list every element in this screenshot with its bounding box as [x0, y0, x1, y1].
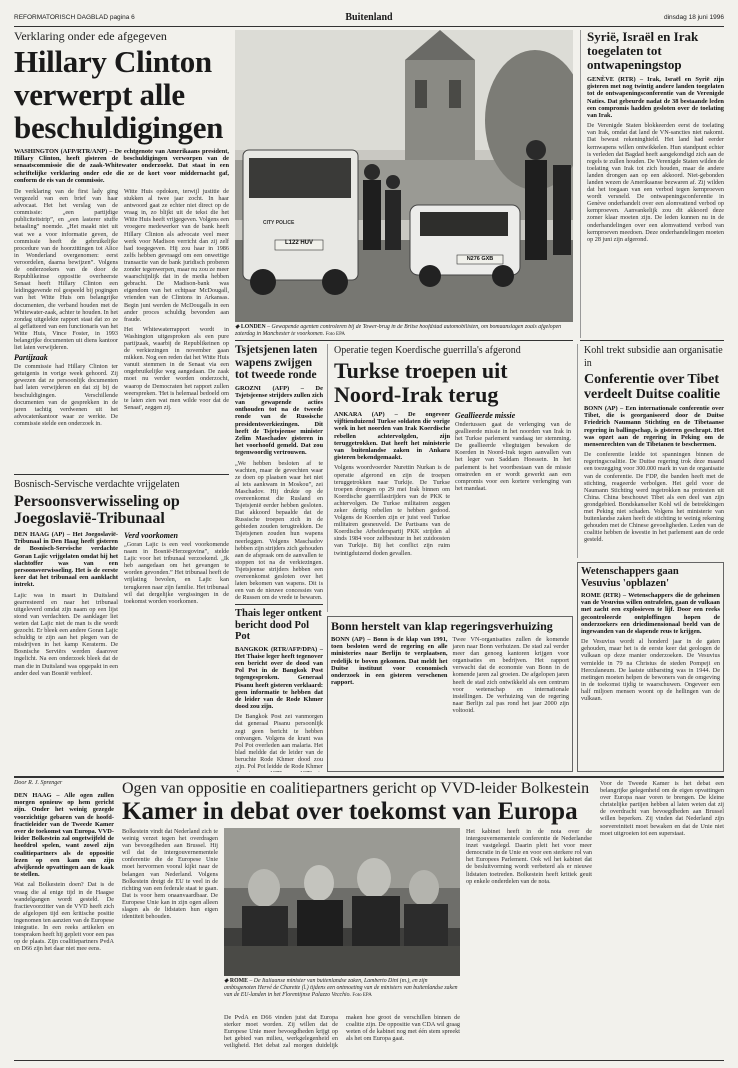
turkse-body2: Ondertussen gaat de verlenging van de geallieerde missie in het noorden van Irak in het Turkse parlement vandaag ter stemming. De geallieerde vliegtuigen bewaken de Koerden in Noord-Irak tegen aanvallen van het leger van Saddam Hoessein. In het parlement is het voortbestaan van de missie omstreden en er wordt gewerkt aan een compromis voor een kortere verlenging van het mandaat. [455, 421, 571, 492]
kamer-col3 [224, 1014, 460, 1058]
bosnie-body: Lajic was in maart in Duitsland gearresteerd en naar het tribunaal uitgeleverd omdat zijn naam op een lijst stond van verdachten. De aanklager liet weten dat Lajic niet de man is die wordt gezocht. Er bleek een andere Goran Lajic schuldig te zijn aan het plegen van de misdrijven in het kamp Keraterm. De Bosnische Serviërs werden daarover ingelicht. Na een onderzoek bleek dat de man die in Duitsland was opgepakt in een ander deel van Bosnië verbleef. [14, 591, 118, 677]
bosnie-kicker: Bosnisch-Servische verdachte vrijgelaten [14, 479, 180, 490]
kamer-headline: Kamer in debat over toekomst van Europa [122, 798, 578, 825]
eu-ministers-image [224, 828, 460, 976]
bridge-caption: ◆ LONDEN – Gewapende agenten controleren bij de Tower-brug in de Britse hoofdstad automobilisten, om bomaanslagen zoals afgelopen zaterdag in Manchester te voorkomen. Foto EPA [235, 324, 562, 337]
thais-headline: Thais leger ontkent bericht dood Pol Pot [235, 608, 322, 642]
page-bottom-rule [14, 1060, 724, 1061]
turkse-lead: ANKARA (AP) – De ongeveer vijftienduizend Turkse soldaten die vorige week in het noorden van Irak Koerdische rebellen achtervolgden, zijn teruggetrokken. Dat heeft het ministerie van buitenlandse zaken in Ankara gisteren bekendgemaakt. [334, 411, 450, 462]
kamer-byline: Door R. J. Sprenger [14, 780, 63, 786]
plate-1: L122 HUV [284, 240, 313, 246]
kamer-body2: Bolkestein vindt dat Nederland zich te weinig verzet tegen het overdragen van bevoegdheden aan Brussel. Hij wil dat de intergouvernementele conferentie die de Europese Unie moet hervormen vooral kijkt naar de belangen van Nederland. Volgens Bolkestein dreigt de EU te veel in de richting van een federale staat te gaan. Dat is voor hem onaanvaardbaar. De Europese Unie kan in zijn ogen alleen slagen als de lidstaten hun eigen identiteit behouden. [122, 828, 218, 921]
kamer-kicker: Ogen van oppositie en coalitiepartners gericht op VVD-leider Bolkestein [122, 780, 590, 797]
bridge-caption-credit: Foto EPA [325, 331, 346, 337]
vesuvius-article [577, 562, 724, 772]
section-title: Buitenland [345, 12, 393, 23]
clinton-col1: De verklaring van de first lady ging vergezeld van een brief van haar advocaat. Het het verslag van de commissie: „een partijdige publiciteitstrip”, en „een lasterer stuffe betaaling” noemde. „Het maakt niet uit wat we a voor informatie geven, de commissie heeft de gebruikelijke procedure van de hoorzittingen tot Alice in Wonderland overgenomen: eerst veroordelen, daarna bewijzen”. Volgens de onderzoekers van de door de Republikeinse oppositie overheerste Senaat heeft Hillary Clinton een leidinggevende rol gespeeld bij pogingen van het Witte Huis om belangrijke documenten, die verband houden met de Whitewater-zaak, achter te houden. In het zondag uitgelekte rapport staat dat zo ze al geflatteerd van een functionaris van het Witte Huis, Vince Foster, in 1993 belangrijke documenten uit diens kantoor liet laten verwijderen. [14, 188, 118, 352]
eu-caption-credit: Foto EPA [352, 992, 372, 998]
kamer-rule-top [14, 776, 724, 778]
thais-article [235, 608, 323, 772]
syrie-lead: GENÈVE (RTR) – Irak, Israël en Syrië zijn gisteren met nog twintig andere landen toegelaten tot de ontwapeningsconferentie van de Verenigde Naties. Dat gebeurde nadat de 38 bestaande leden een compromis hadden gesloten over de toelating van Irak. [587, 76, 724, 120]
tsjetsjenen-headline: Tsjetsjenen laten wapens zwijgen tot tweede ronde [235, 344, 318, 381]
header-rule [14, 26, 724, 27]
turkse-headline: Turkse troepen uit Noord-Irak terug [334, 358, 508, 407]
thais-body: De Bangkok Post zei vanmorgen dat generaal Pisanu persoonlijk zegt geen bericht te hebben ontvangen. Volgens de krant was Pol Pot overleden aan malaria. Het blad meldde dat de leider van de beruchte Rode Khmer dood zou zijn. Pol Pot leidde de Rode Khmer [235, 713, 323, 770]
tsjetsjenen-article [235, 344, 323, 652]
turkse-subhead: Geallieerde missie [455, 411, 516, 420]
clinton-article [14, 30, 229, 470]
polpot-rule [235, 604, 323, 605]
bonn-lead: BONN (AP) – Bonn is de klap van 1991, toen besloten werd de regering en alle ministeries naar Berlijn te verplaatsen, redelijk te boven gekomen. Dat meldt het Duitse instituut voor economisch onderzoek in een gisteren verschenen rapport. [331, 636, 448, 687]
vesuvius-lead: ROME (RTR) – Wetenschappers die de geheimen van de Vesuvius willen ontrafelen, gaan de vulkaan met zacht een explosieven te lijf. Door een reeks gecontroleerde ontploffingen hopen de onderzoekers een driedimensionaal beeld van de ingewanden van de slapende reus te krijgen. [581, 592, 720, 636]
turkse-body: Volgens woordvoerder Nurettin Nurkan is de operatie afgerond en zijn de troepen teruggetrokken naar Turkije. De Turkse troepen drongen op 29 mei Irak binnen om Koerdische guerrillastrijders van de PKK te achtervolgen. De Turkse militairen zeggen zeker dertig rebellen te hebben gedood. Volgens de Koerden zijn er juist veel Turkse militairen gesneuveld. De Partisans van de Koerdische Arbeiderspartij PKK strijden al sinds 1984 voor zelfbestuur in het zuidoosten van Turkije. Bij het conflict zijn ruim twintigduizend doden gevallen. [334, 464, 450, 557]
bridge-rule [235, 340, 573, 341]
page-header [14, 12, 724, 26]
syrie-article [580, 30, 724, 338]
syrie-body: De Verenigde Staten blokkeerden eerst de toelating van Irak, omdat dat land de VN-sancties niet nakomt. Dat bewust rekeninghield. Het land had eerder kernwapens willen ontwikkelen. Hun standpunt echter is verleden dat Bagdad heeft aangekondigd zich aan de regels te zullen houden. De Verenigde Staten wilden de toelating van Irak tot zich houden, maar de andere landen drongen aan op een akkoord. Niet-gebonden landen wezen de Amerikaanse bezwaren af. Zij wilden dat het toegaan van een verbod tegen kernproeven wordt versneld. De ontwapeningsconferentie in Genève onderhandelt over een alomvattend verbod op kernproeven. Aanvankelijk zou dit akkoord deze zomer klaar moeten zijn. De leden kunnen nu in de onderhandelingen over een alomvattend verbod van kernproeven meedoen. Deze onderhandelingen moeten op 28 juni zijn afgerond. [587, 122, 724, 243]
van-text: CITY POLICE [263, 220, 295, 226]
eu-caption: ◆ ROME – De Italiaanse minister van buitenlandse zaken, Lamberto Dini (m.), en zijn ambtsgenoten Hervé de Charette (l.) tijdens een ontmoeting van de ministers van buitenlandse zaken van de EU-landen in het Florentijnse Palazzo Vecchio. Foto EPA [224, 978, 458, 998]
bonn-body: Twee VN-organisaties zullen de komende jaren naar Bonn verhuizen. De stad zal verder meer dan genoeg kantoren krijgen voor organisaties en bedrijven. Het rapport verwacht dat de economie van Bonn in de komende jaren zal groeien. De afgelopen jaren heeft de stad zich ontwikkeld als een centrum voor wetenschap en internationale instellingen. De verhuizing van de regering naar Berlijn zal pas rond het jaar 2000 zijn voltooid. [452, 636, 569, 714]
camera-icon: ◆ [224, 978, 229, 984]
bonn-article [327, 616, 573, 772]
kamer-col4 [466, 828, 592, 1056]
kohl-lead: BONN (AP) – Een internationale conferentie over Tibet, die is georganiseerd door de Duitse Friedrich Naumann Stichting en de Tibetaanse regering in ballingschap, is gisteren geschrapt. Het was opzet aan de regering in Peking om de mensenrechten van de Tibetanen te beschermen. [584, 405, 724, 449]
vesuvius-body: De Vesuvius wordt al honderd jaar in de gaten gehouden, maar het is de eerste keer dat geologen de vulkaan op deze manier onderzoeken. De Vesuvius vernielde in 79 na Christus de steden Pompeji en Herculaneum. De laatste uitbarsting was in 1944. De metingen moeten helpen de bewoners van de omgeving in de toekomst tijdig te waarschuwen. Ongeveer een half miljoen mensen woont op de hellingen van de vulkaan. [581, 638, 720, 702]
bridge-caption-label: LONDEN [240, 324, 266, 330]
tsjetsjenen-body: „We hebben besloten af te wachten, maar de gevechten waar ze doen op plaatsen waar het niet al iets aankwam in Moskou”, zei Maschadov. Hij drukte op de overeenkomst die Rusland en Tsjetsjenië eerder hebben gesloten. Dat akkoord bepaalde dat de Russische troepen zich in de gebieden zouden terugtrekken. De Tsjetsjenen zouden hun wapens neerleggen. Volgens Maschadov hebben zijn strijders zich gehouden aan de afspraak om de aanvallen te stoppen tot na de verkiezingen. Tsjetsjeense strijders hebben een overeenkomst gesloten over het laten bekomen van wapens. Dit is een van de nieuwe concessies van de Russen om de vrede te bewaren. [235, 459, 323, 602]
tower-bridge-image [235, 30, 573, 322]
paper-name: REFORMATORISCH DAGBLAD pagina 6 [14, 14, 135, 21]
kohl-block [577, 344, 724, 558]
clinton-col2b: Het Whitewaterrapport wordt in Washington uitgesproken als een pure partijzaak, waarbij de Republikeinen op de verkiezingen in november gaan mikken. Nog een reden dat het Witte Huis vanuit stemmen in de Senaat via een ongebruikelijke weg aangedaan. De zaak moet nu verder worden onderzocht, waarop de Democraten het rapport zullen weerspreken. 'Het is helemaal bedoeld om te laten zien wat men wilde voor dat de Senaat', zeggen zij. [124, 325, 229, 411]
kamer-col2 [122, 828, 218, 1056]
kamer-col5 [600, 780, 724, 1056]
kamer-lead: DEN HAAG – Alle ogen zullen morgen opnieuw op hem gericht zijn. Onder het weinig gezegde voorzichtige gebaren van de hoofd-fractieleider van de Tweede Kamer over de toekomst van Europa. VVD-leider Bolkestein zal ongetwijfeld de hoofdrol spelen, want zowel zijn coalitiepartners als de oppositie lezen op een kam om zijn afwijkende opvattingen aan de kaak te stellen. [14, 792, 114, 879]
kohl-kicker: Kohl trekt subsidie aan organisatie in [584, 345, 723, 369]
kamer-body4: Het kabinet heeft in de nota over de intergouvernementele conferentie de Nederlandse inzet vastgelegd. Daarin pleit het voor meer democratie in de Unie en voor een sterkere rol van het Europees Parlement. Ook wil het kabinet dat de besluitvorming wordt verbeterd als er nieuwe lidstaten toetreden. Bolkestein heeft kritiek geuit op enkele onderdelen van de nota. [466, 828, 592, 885]
bosnie-lead: DEN HAAG (AP) – Het Joegoslavië-Tribunaal in Den Haag heeft gisteren de Bosnisch-Servische verdachte Goran Lajic vrijgelaten omdat hij het slachtoffer was van een persoonsverwisseling. Het is de eerste keer dat het tribunaal een aanklacht intrekt. [14, 531, 118, 589]
eu-caption-text: De Italiaanse minister van buitenlandse zaken, Lamberto Dini (m.), en zijn ambtsgenoten Hervé de Charette (l.) tijdens een ontmoeting van de ministers van buitenlandse zaken van de EU-landen in het Florentijnse Palazzo Vecchio. [224, 978, 458, 998]
kohl-body: De conferentie leidde tot spanningen binnen de regeringscoalitie. De Duitse regering trok deze maand een toezegging voor 300.000 mark in van de organisatie van de conferentie. De FDP, die banden heeft met de stichting, reageerde verbolgen. Het geld voor de Naumann Stichting werd ingetrokken na protesten uit China. China beschouwt Tibet als een deel van zijn grondgebied. Bondskanselier Kohl wil de betrekkingen met Peking niet schaden. Volgens het ministerie van buitenlandse zaken heeft de stichting te weinig rekening gehouden met de Chinese gevoeligheden. Leden van de coalitie hebben de kwestie in het parlement aan de orde gesteld. [584, 451, 724, 544]
plate-2: N276 GXB [466, 256, 494, 262]
clinton-col1b: De commissie had Hillary Clinton ter getuigenis in vorige week gehoord. Zij gewezen dat ze persoonlijk documenten had laten verwijderen en dat zij bij de beschuldigingen. Verschillende documenten van de gesprekken in de jaren tachtig verdwenen uit het advocatenkantoor waar ze werkte. De commissie stelde een onderzoek in. [14, 363, 118, 427]
bosnie-rule-top [14, 474, 229, 475]
turkse-article [327, 344, 573, 612]
bosnie-article [14, 478, 229, 768]
clinton-headline: Hillary Clinton verwerpt alle beschuldigingen [14, 44, 224, 145]
bridge-caption-text: Gewapende agenten controleren bij de Tower-brug in de Britse hoofdstad automobilisten, om bomaanslagen zoals afgelopen zaterdag in Manchester te voorkomen. [235, 324, 562, 337]
clinton-kicker: Verklaring onder ede afgegeven [14, 30, 167, 43]
eu-ministers-photo [224, 828, 460, 976]
bosnie-headline: Persoonsverwisseling op Joegoslavië-Tribunaal [14, 493, 180, 527]
syrie-headline: Syrië, Israël en Irak toegelaten tot ontwapeningstop [587, 30, 699, 72]
kohl-headline: Conferentie over Tibet verdeelt Duitse coalitie [584, 372, 721, 402]
vesuvius-headline: Wetenschappers gaan Vesuvius 'opblazen' [581, 566, 679, 589]
tsjetsjenen-lead: GROZNI (AFP) – De Tsjetsjeense strijders zullen zich van gewapende acties onthouden tot na de tweede ronde van de Russische presidentsverkiezingen. Dit heeft de Tsjetsjeense minister Zelim Maschadov gisteren in het voorhoofd gemeld. Dat zou tegenwoordig vertrouwen. [235, 384, 323, 457]
clinton-col2: Witte Huis opdoken, terwijl justitie de stukken al twee jaar zocht. In haar antwoord gaat ze echter niet direct op de vraag in, zo blijkt uit de tekst die het Witte Huis heeft vrijgegeven. Volgens een vroegere medewerker van de bank heeft Hillary Clinton als advocate veel meer werk voor Madison verricht dan zij zelf had toegegeven. Hij zou haar in 1986 zelfs hebben gevraagd om een onwettige transactie van de bank juridisch proberen zonder tegenwerpen, maar nu zou ze meer waarschijnlijk dat in de media hebben gebracht. De Madison-bank was eigendom van het echtpaar McDougall, vrienden van de Clintons in Arkansas. Begin juni werden de McDougalls in een ander proces schuldig bevonden aan fraude. [124, 188, 229, 323]
bosnie-body2: „Goran Lajic is een veel voorkomende naam in Bosnië-Herzegovina”, stelde Lajic voor het tribunaal verzoekend. „Ik heb aangedaan om het gevangen te worden gevonden.” Het tribunaal heeft de vrijlating bevolen, en Lajic kan terugkeren naar zijn familie. Het tribunaal wil dat dergelijke vergissingen in de toekomst worden voorkomen. [124, 541, 229, 605]
syrie-rule [580, 340, 724, 341]
camera-icon: ◆ [235, 324, 240, 330]
bonn-headline: Bonn herstelt van klap regeringsverhuizing [331, 619, 553, 633]
kamer-lead-col [14, 792, 114, 1057]
turkse-kicker: Operatie tegen Koerdische guerrilla's afgerond [334, 345, 521, 356]
thais-lead: BANGKOK (RTR/AFP/DPA) – Het Thaise leger heeft tegenover een bericht over de dood van Pol Pot in de Bangkok Post tegengesproken. Generaal Pisanu heeft gisteren verklaard: geen informatie te hebben dat de leider van de Rode Khmer dood zou zijn. [235, 645, 323, 711]
kamer-body1: Wat zal Bolkestein doen? Dat is de vraag die al enige tijd in de Haagse wandelgangen wordt gesteld. De fractievoorzitter van de VVD heeft zich de afgelopen tijd een kritische positie ingenomen ten aanzien van de Europese integratie. In een reeks artikelen en toespraken heeft hij gepleit voor een pas op de plaats. Zijn coalitiepartners PvdA en D66 zijn het daar niet mee eens. [14, 881, 114, 953]
clinton-lead: WASHINGTON (AFP/RTR/ANP) – De echtgenote van Amerikaans president, Hillary Clinton, heeft gisteren de beschuldigingen verworpen van de senaatscommissie die de zaak-Whitewater onderzoekt. Dat staat in een schriftelijke verklaring onder ede die ze de kort voor middernacht gaf, conform de eis van de commissie. [14, 148, 229, 184]
kamer-body5: Voor de Tweede Kamer is het debat een belangrijke gelegenheid om de eigen opvattingen over Europa naar voren te brengen. De kleine christelijke partijen hebben al laten weten dat zij de overdracht van bevoegdheden aan Brussel willen beperken. Zij vinden dat Nederland zijn soevereiniteit moet bewaken en dat de Unie niet moet uitgroeien tot een superstaat. [600, 780, 724, 837]
clinton-subhead: Partijzaak [14, 353, 48, 363]
tower-bridge-photo [235, 30, 573, 322]
eu-caption-label: ROME [229, 978, 248, 984]
issue-date: dinsdag 18 juni 1996 [664, 14, 724, 21]
bosnie-subhead: Verd voorkomen [124, 531, 178, 540]
kamer-body3: De PvdA en D66 vinden juist dat Europa sterker moet worden. Zij willen dat de Europese Unie meer bevoegdheden krijgt op het gebied van milieu, werkgelegenheid en veiligheid. Het debat zal morgen duidelijk maken hoe groot de verschillen binnen de coalitie zijn. De oppositie van CDA wil graag weten of de kabinet nog met één stem spreekt als het om Europa gaat. [224, 1014, 460, 1050]
